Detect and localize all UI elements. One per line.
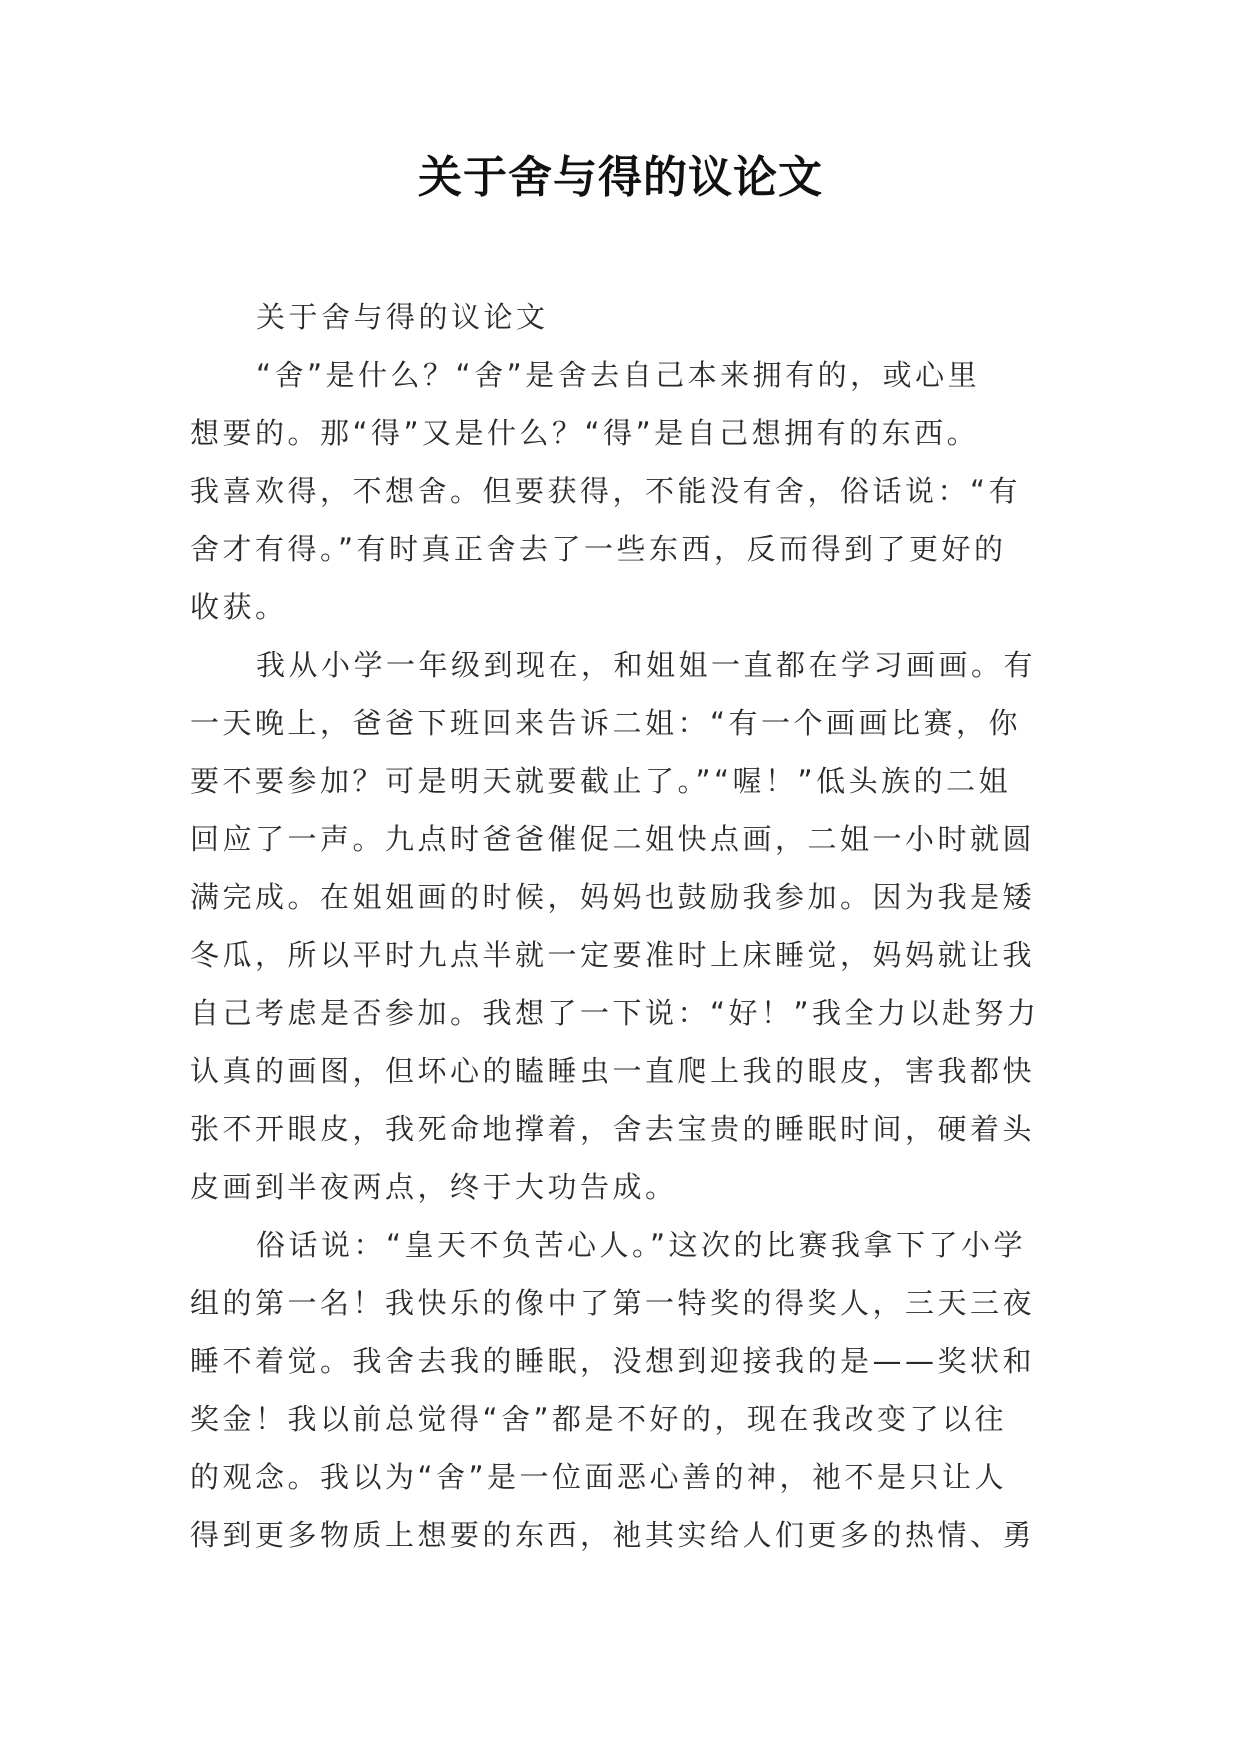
text-line: 想要的。那“得”又是什么？“得”是自己想拥有的东西。 [190,416,980,450]
text-line: “舍”是什么？“舍”是舍去自己本来拥有的，或心里 [256,358,981,392]
text-line: 认真的画图，但坏心的瞌睡虫一直爬上我的眼皮，害我都快 [190,1054,1036,1088]
text-line: 舍才有得。”有时真正舍去了一些东西，反而得到了更好的 [190,532,1007,566]
text-line: 一天晚上，爸爸下班回来告诉二姐：“有一个画画比赛，你 [190,706,1022,740]
text-line: 回应了一声。九点时爸爸催促二姐快点画，二姐一小时就圆 [190,822,1036,856]
text-line: 关于舍与得的议论文 [256,300,549,334]
document-title: 关于舍与得的议论文 [418,152,823,203]
text-line: 自己考虑是否参加。我想了一下说：“好！”我全力以赴努力 [190,996,1040,1030]
text-line: 的观念。我以为“舍”是一位面恶心善的神，祂不是只让人 [190,1460,1008,1494]
text-line: 要不要参加？可是明天就要截止了。”“喔！”低头族的二姐 [190,764,1012,798]
text-line: 我从小学一年级到现在，和姐姐一直都在学习画画。有 [256,648,1037,682]
text-line: 组的第一名！我快乐的像中了第一特奖的得奖人，三天三夜 [190,1286,1036,1320]
text-line: 得到更多物质上想要的东西，祂其实给人们更多的热情、勇 [190,1518,1036,1552]
text-line: 奖金！我以前总觉得“舍”都是不好的，现在我改变了以往 [190,1402,1008,1436]
text-line: 冬瓜，所以平时九点半就一定要准时上床睡觉，妈妈就让我 [190,938,1036,972]
text-line: 俗话说：“皇天不负苦心人。”这次的比赛我拿下了小学 [256,1228,1027,1262]
text-line: 我喜欢得，不想舍。但要获得，不能没有舍，俗话说：“有 [190,474,1022,508]
text-line: 皮画到半夜两点，终于大功告成。 [190,1170,678,1204]
text-line: 睡不着觉。我舍去我的睡眠，没想到迎接我的是——奖状和 [190,1344,1036,1378]
document-body [190,288,1052,1564]
text-line: 收获。 [190,590,288,624]
text-line: 张不开眼皮，我死命地撑着，舍去宝贵的睡眠时间，硬着头 [190,1112,1036,1146]
text-line: 满完成。在姐姐画的时候，妈妈也鼓励我参加。因为我是矮 [190,880,1036,914]
